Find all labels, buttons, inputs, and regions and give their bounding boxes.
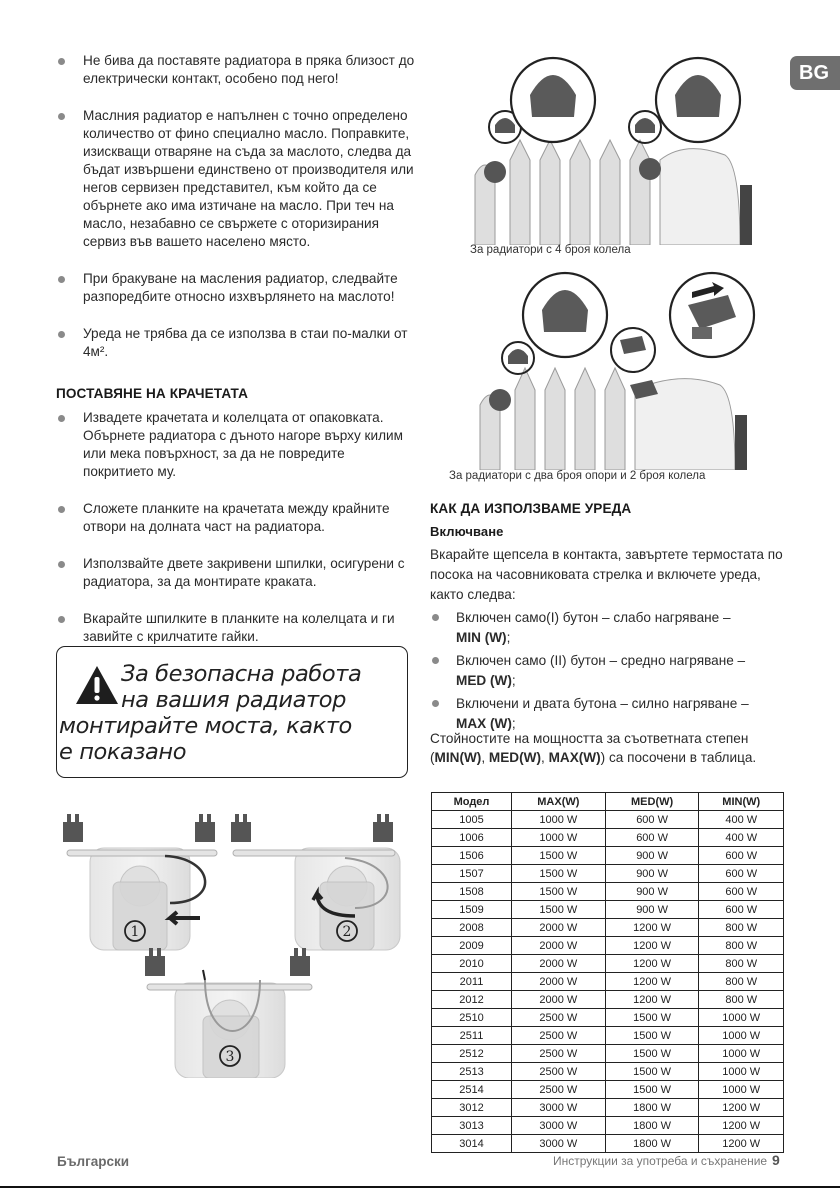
values-note: Стойностите на мощността за съответната степен (MIN(W), MED(W), MAX(W)) са посочени в таблица.: [430, 731, 757, 765]
table-row: [432, 883, 784, 901]
cell-med: 900 W: [605, 901, 699, 919]
figure-two-feet-two-wheels: [460, 270, 765, 470]
cell-max: 3000 W: [511, 1135, 605, 1153]
table-row: [432, 811, 784, 829]
warning-line-1: За безопасна работа: [121, 661, 362, 687]
cell-model: 1508: [432, 883, 512, 901]
cell-model: 3012: [432, 1099, 512, 1117]
table-row: [432, 1027, 784, 1045]
figure-four-wheels: [455, 45, 765, 245]
table-header-row: [432, 793, 784, 811]
cell-model: 1005: [432, 811, 512, 829]
header-model: Модел: [432, 793, 512, 811]
footer-language: Български: [57, 1154, 130, 1169]
cell-model: 3014: [432, 1135, 512, 1153]
cell-max: 1000 W: [511, 811, 605, 829]
cell-model: 2510: [432, 1009, 512, 1027]
cell-model: 2511: [432, 1027, 512, 1045]
cell-med: 1500 W: [605, 1081, 699, 1099]
feet-heading: ПОСТАВЯНЕ НА КРАЧЕТАТА: [56, 386, 249, 401]
cell-max: 1000 W: [511, 829, 605, 847]
table-row: [432, 865, 784, 883]
cell-model: 2008: [432, 919, 512, 937]
warning-line-2: на вашия радиатор: [121, 687, 346, 713]
list-item: Маслния радиатор е напълнен с точно определено количество от фино специално масло. Поправките, изискващи отваряне на съда за маслото, следва да бъдат извършени единствено от производителя или негов сервизен представител, към който да се обърнете ако има изтичане на масло. При теч на масло, незабавно се свържете с оторизирания сервиз във вашето населено място.: [58, 107, 418, 251]
cell-max: 2500 W: [511, 1081, 605, 1099]
cell-med: 1200 W: [605, 919, 699, 937]
cell-med: 1800 W: [605, 1135, 699, 1153]
cell-model: 2009: [432, 937, 512, 955]
cell-model: 2011: [432, 973, 512, 991]
cell-min: 400 W: [699, 811, 784, 829]
table-row: [432, 1063, 784, 1081]
warning-line-4: е показано: [59, 739, 187, 765]
cell-model: 3013: [432, 1117, 512, 1135]
table-row: [432, 1045, 784, 1063]
cell-min: 1000 W: [699, 1081, 784, 1099]
table-row: [432, 1081, 784, 1099]
mode-med: Включен само (II) бутон – средно нагряване – MED (W);: [432, 651, 792, 691]
table-row: [432, 937, 784, 955]
svg-text:2: 2: [342, 924, 352, 940]
list-item: Сложете планките на крачетата между крайните отвори на долната част на радиатора.: [58, 500, 418, 536]
cell-med: 1500 W: [605, 1063, 699, 1081]
bridge-assembly-illustration: [55, 808, 415, 1078]
cell-max: 1500 W: [511, 847, 605, 865]
usage-heading: КАК ДА ИЗПОЛЗВАМЕ УРЕДА: [430, 501, 632, 516]
table-row: [432, 1009, 784, 1027]
cell-med: 1200 W: [605, 973, 699, 991]
cell-med: 1800 W: [605, 1117, 699, 1135]
cell-max: 2500 W: [511, 1027, 605, 1045]
cell-med: 900 W: [605, 865, 699, 883]
cell-min: 1000 W: [699, 1063, 784, 1081]
usage-intro: Вкарайте щепсела в контакта, завъртете термостата по посока на часовниковата стрелка и включете уреда, както следва:: [430, 547, 783, 602]
table-row: [432, 1117, 784, 1135]
table-row: [432, 1135, 784, 1153]
cell-med: 1500 W: [605, 1027, 699, 1045]
cell-max: 2000 W: [511, 991, 605, 1009]
cell-min: 600 W: [699, 865, 784, 883]
cell-min: 800 W: [699, 919, 784, 937]
cell-model: 1509: [432, 901, 512, 919]
cell-min: 600 W: [699, 847, 784, 865]
cell-med: 1500 W: [605, 1009, 699, 1027]
cell-med: 1200 W: [605, 991, 699, 1009]
header-min: MIN(W): [699, 793, 784, 811]
table-row: [432, 991, 784, 1009]
warning-triangle-icon: [75, 665, 119, 705]
cell-max: 2500 W: [511, 1063, 605, 1081]
cell-max: 1500 W: [511, 901, 605, 919]
cell-model: 2514: [432, 1081, 512, 1099]
cell-model: 2513: [432, 1063, 512, 1081]
table-row: [432, 973, 784, 991]
cell-max: 2500 W: [511, 1045, 605, 1063]
cell-min: 600 W: [699, 901, 784, 919]
svg-text:3: 3: [225, 1049, 235, 1065]
cell-min: 800 W: [699, 973, 784, 991]
table-row: [432, 919, 784, 937]
list-item: При бракуване на масления радиатор, следвайте разпоредбите относно изхвърлянето на маслото!: [58, 270, 418, 306]
cell-min: 1200 W: [699, 1135, 784, 1153]
cell-min: 1200 W: [699, 1117, 784, 1135]
cell-min: 800 W: [699, 937, 784, 955]
list-item: Използвайте двете закривени шпилки, осигурени с радиатора, за да монтирате краката.: [58, 555, 418, 591]
cell-model: 1507: [432, 865, 512, 883]
cell-max: 2000 W: [511, 955, 605, 973]
cell-med: 1500 W: [605, 1045, 699, 1063]
cell-model: 2012: [432, 991, 512, 1009]
power-on-subheading: Включване: [430, 524, 504, 539]
bottom-rule: [0, 1186, 840, 1188]
cell-med: 900 W: [605, 847, 699, 865]
table-row: [432, 901, 784, 919]
cell-max: 2000 W: [511, 973, 605, 991]
table-row: [432, 847, 784, 865]
cell-max: 2500 W: [511, 1009, 605, 1027]
cell-med: 600 W: [605, 811, 699, 829]
cell-model: 2010: [432, 955, 512, 973]
cell-model: 1506: [432, 847, 512, 865]
cell-min: 600 W: [699, 883, 784, 901]
warning-line-3: монтирайте моста, както: [59, 713, 352, 739]
cell-min: 1000 W: [699, 1045, 784, 1063]
safety-bullets: [58, 52, 418, 361]
footer-title: Инструкции за употреба и съхранение: [553, 1154, 768, 1168]
power-table: [431, 792, 784, 1153]
page-number: 9: [772, 1152, 780, 1168]
cell-min: 1200 W: [699, 1099, 784, 1117]
cell-min: 1000 W: [699, 1027, 784, 1045]
cell-model: 2512: [432, 1045, 512, 1063]
language-tab: BG: [790, 56, 840, 90]
cell-max: 3000 W: [511, 1117, 605, 1135]
cell-max: 1500 W: [511, 883, 605, 901]
cell-med: 1200 W: [605, 955, 699, 973]
warning-box: [56, 646, 408, 778]
figure-caption-four-wheels: За радиатори с 4 броя колела: [470, 244, 631, 256]
cell-max: 2000 W: [511, 919, 605, 937]
mode-max: Включени и двата бутона – силно нагряване – MAX (W);: [432, 694, 792, 734]
cell-min: 400 W: [699, 829, 784, 847]
table-row: [432, 1099, 784, 1117]
cell-med: 900 W: [605, 883, 699, 901]
cell-med: 600 W: [605, 829, 699, 847]
cell-min: 800 W: [699, 991, 784, 1009]
header-max: MAX(W): [511, 793, 605, 811]
cell-max: 2000 W: [511, 937, 605, 955]
table-row: [432, 829, 784, 847]
cell-min: 1000 W: [699, 1009, 784, 1027]
mode-min: Включен само(I) бутон – слабо нагряване – MIN (W);: [432, 608, 792, 648]
header-med: MED(W): [605, 793, 699, 811]
list-item: Уреда не трябва да се използва в стаи по-малки от 4м².: [58, 325, 418, 361]
figure-caption-two-feet: За радиатори с два броя опори и 2 броя колела: [449, 470, 706, 482]
list-item: Не бива да поставяте радиатора в пряка близост до електрически контакт, особено под него!: [58, 52, 418, 88]
mode-list: [432, 608, 792, 734]
table-row: [432, 955, 784, 973]
cell-model: 1006: [432, 829, 512, 847]
cell-min: 800 W: [699, 955, 784, 973]
cell-med: 1200 W: [605, 937, 699, 955]
svg-text:1: 1: [130, 924, 140, 940]
list-item: Вкарайте шпилките в планките на колелцата и ги завийте с крилчатите гайки.: [58, 610, 418, 646]
feet-bullets: [58, 409, 418, 646]
cell-max: 3000 W: [511, 1099, 605, 1117]
cell-med: 1800 W: [605, 1099, 699, 1117]
cell-max: 1500 W: [511, 865, 605, 883]
list-item: Извадете крачетата и колелцата от опаковката. Обърнете радиатора с дъното нагоре върху килим или мека повърхност, за да не повредите покритието му.: [58, 409, 418, 481]
